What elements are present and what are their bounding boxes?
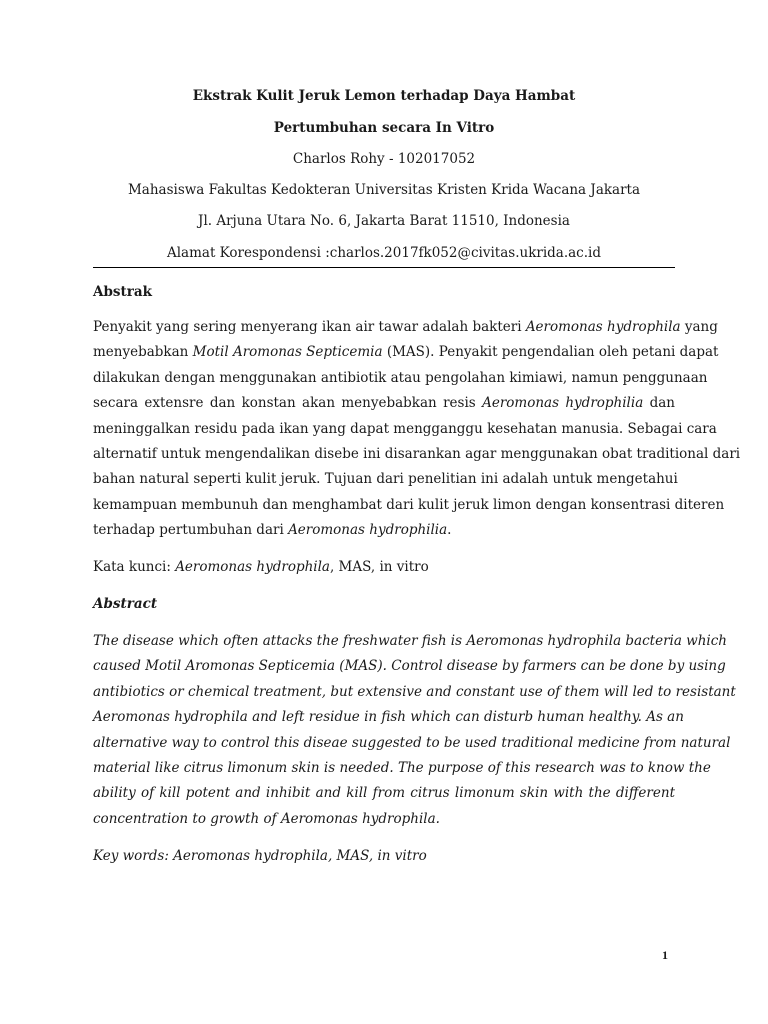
- abstrak-text: kemampuan membunuh dan menghambat dari kulit jeruk limon dengan konsentrasi diteren: [93, 496, 725, 513]
- abstrak-line: [93, 391, 675, 416]
- abstrak-text: terhadap pertumbuhan dari: [93, 522, 289, 539]
- abstract-line: caused Motil Aromonas Septicemia (MAS). Control disease by farmers can be done by using: [93, 658, 726, 675]
- abstract-paragraph: [93, 629, 736, 832]
- abstrak-line: [93, 467, 678, 492]
- abstract-line: material like citrus limonum skin is needed. The purpose of this research was to know the: [93, 759, 711, 776]
- abstrak-text: meninggalkan residu pada ikan yang dapat mengganggu kesehatan manusia. Sebagai cara: [93, 420, 717, 437]
- abstrak-text: Penyakit yang sering menyerang ikan air tawar adalah bakteri: [93, 319, 526, 335]
- header-divider: [93, 267, 675, 268]
- abstract-line: The disease which often attacks the freshwater fish is Aeromonas hydrophila bacteria which: [93, 633, 728, 649]
- abstrak-line: [93, 493, 725, 518]
- abstract-heading: Abstract: [93, 596, 158, 612]
- abstrak-heading: Abstrak: [93, 284, 152, 300]
- abstrak-paragraph: [93, 315, 741, 544]
- abstrak-text: dilakukan dengan menggunakan antibiotik atau pengolahan kimiawi, namun penggunaan: [93, 369, 708, 386]
- title-line-2: Pertumbuhan secara In Vitro: [273, 120, 495, 136]
- abstrak-text: menyebabkan: [93, 344, 193, 361]
- abstrak-line: [93, 315, 718, 340]
- abstract-line: Aeromonas hydrophila and left residue in fish which can disturb human healthy. As an: [93, 709, 684, 726]
- abstrak-italic-term: Motil Aromonas Septicemia: [192, 344, 383, 361]
- abstrak-line: [93, 366, 708, 391]
- abstract-line: antibiotics or chemical treatment, but extensive and constant use of them will led to resistant: [93, 683, 736, 700]
- abstrak-italic-term: Aeromonas hydrophila: [525, 319, 681, 335]
- correspondence-line: Alamat Korespondensi :charlos.2017fk052@civitas.ukrida.ac.id: [166, 245, 601, 261]
- abstract-keywords: Key words: Aeromonas hydrophila, MAS, in vitro: [93, 848, 427, 864]
- abstrak-text: yang: [680, 319, 718, 335]
- page-number: 1: [662, 948, 668, 962]
- abstrak-keywords-label: Kata kunci:: [93, 559, 176, 575]
- abstrak-keywords-italic: Aeromonas hydrophila: [175, 559, 330, 575]
- abstract-line: alternative way to control this diseae suggested to be used traditional medicine from natural: [93, 734, 731, 751]
- abstrak-text: alternatif untuk mengendalikan disebe ini disarankan agar menggunakan obat traditional dari: [93, 445, 741, 462]
- abstrak-line: [93, 442, 741, 467]
- abstract-line: concentration to growth of Aeromonas hydrophila.: [93, 810, 440, 827]
- abstrak-line: [93, 340, 719, 365]
- abstrak-italic-term: Aeromonas hydrophilia: [482, 395, 644, 412]
- abstrak-line: [93, 417, 717, 442]
- abstract-line: ability of kill potent and inhibit and kill from citrus limonum skin with the different: [93, 785, 675, 802]
- abstrak-keywords-rest: , MAS, in vitro: [329, 559, 429, 575]
- abstrak-text: (MAS). Penyakit pengendalian oleh petani dapat: [382, 344, 719, 361]
- title-line-1: Ekstrak Kulit Jeruk Lemon terhadap Daya Hambat: [192, 88, 576, 104]
- abstrak-text: bahan natural seperti kulit jeruk. Tujuan dari penelitian ini adalah untuk mengetahui: [93, 471, 678, 488]
- abstrak-line: [93, 518, 675, 543]
- abstrak-text: secara extensre dan konstan akan menyebabkan resis: [93, 395, 483, 412]
- abstrak-keywords: [93, 559, 429, 575]
- author-line: Charlos Rohy - 102017052: [292, 151, 476, 167]
- abstrak-text: dan: [643, 395, 675, 412]
- abstrak-italic-term: Aeromonas hydrophilia: [288, 522, 448, 539]
- affiliation-line: Mahasiswa Fakultas Kedokteran Universitas Kristen Krida Wacana Jakarta: [127, 182, 641, 198]
- abstrak-text: .: [447, 522, 452, 539]
- address-line: Jl. Arjuna Utara No. 6, Jakarta Barat 11510, Indonesia: [198, 213, 570, 229]
